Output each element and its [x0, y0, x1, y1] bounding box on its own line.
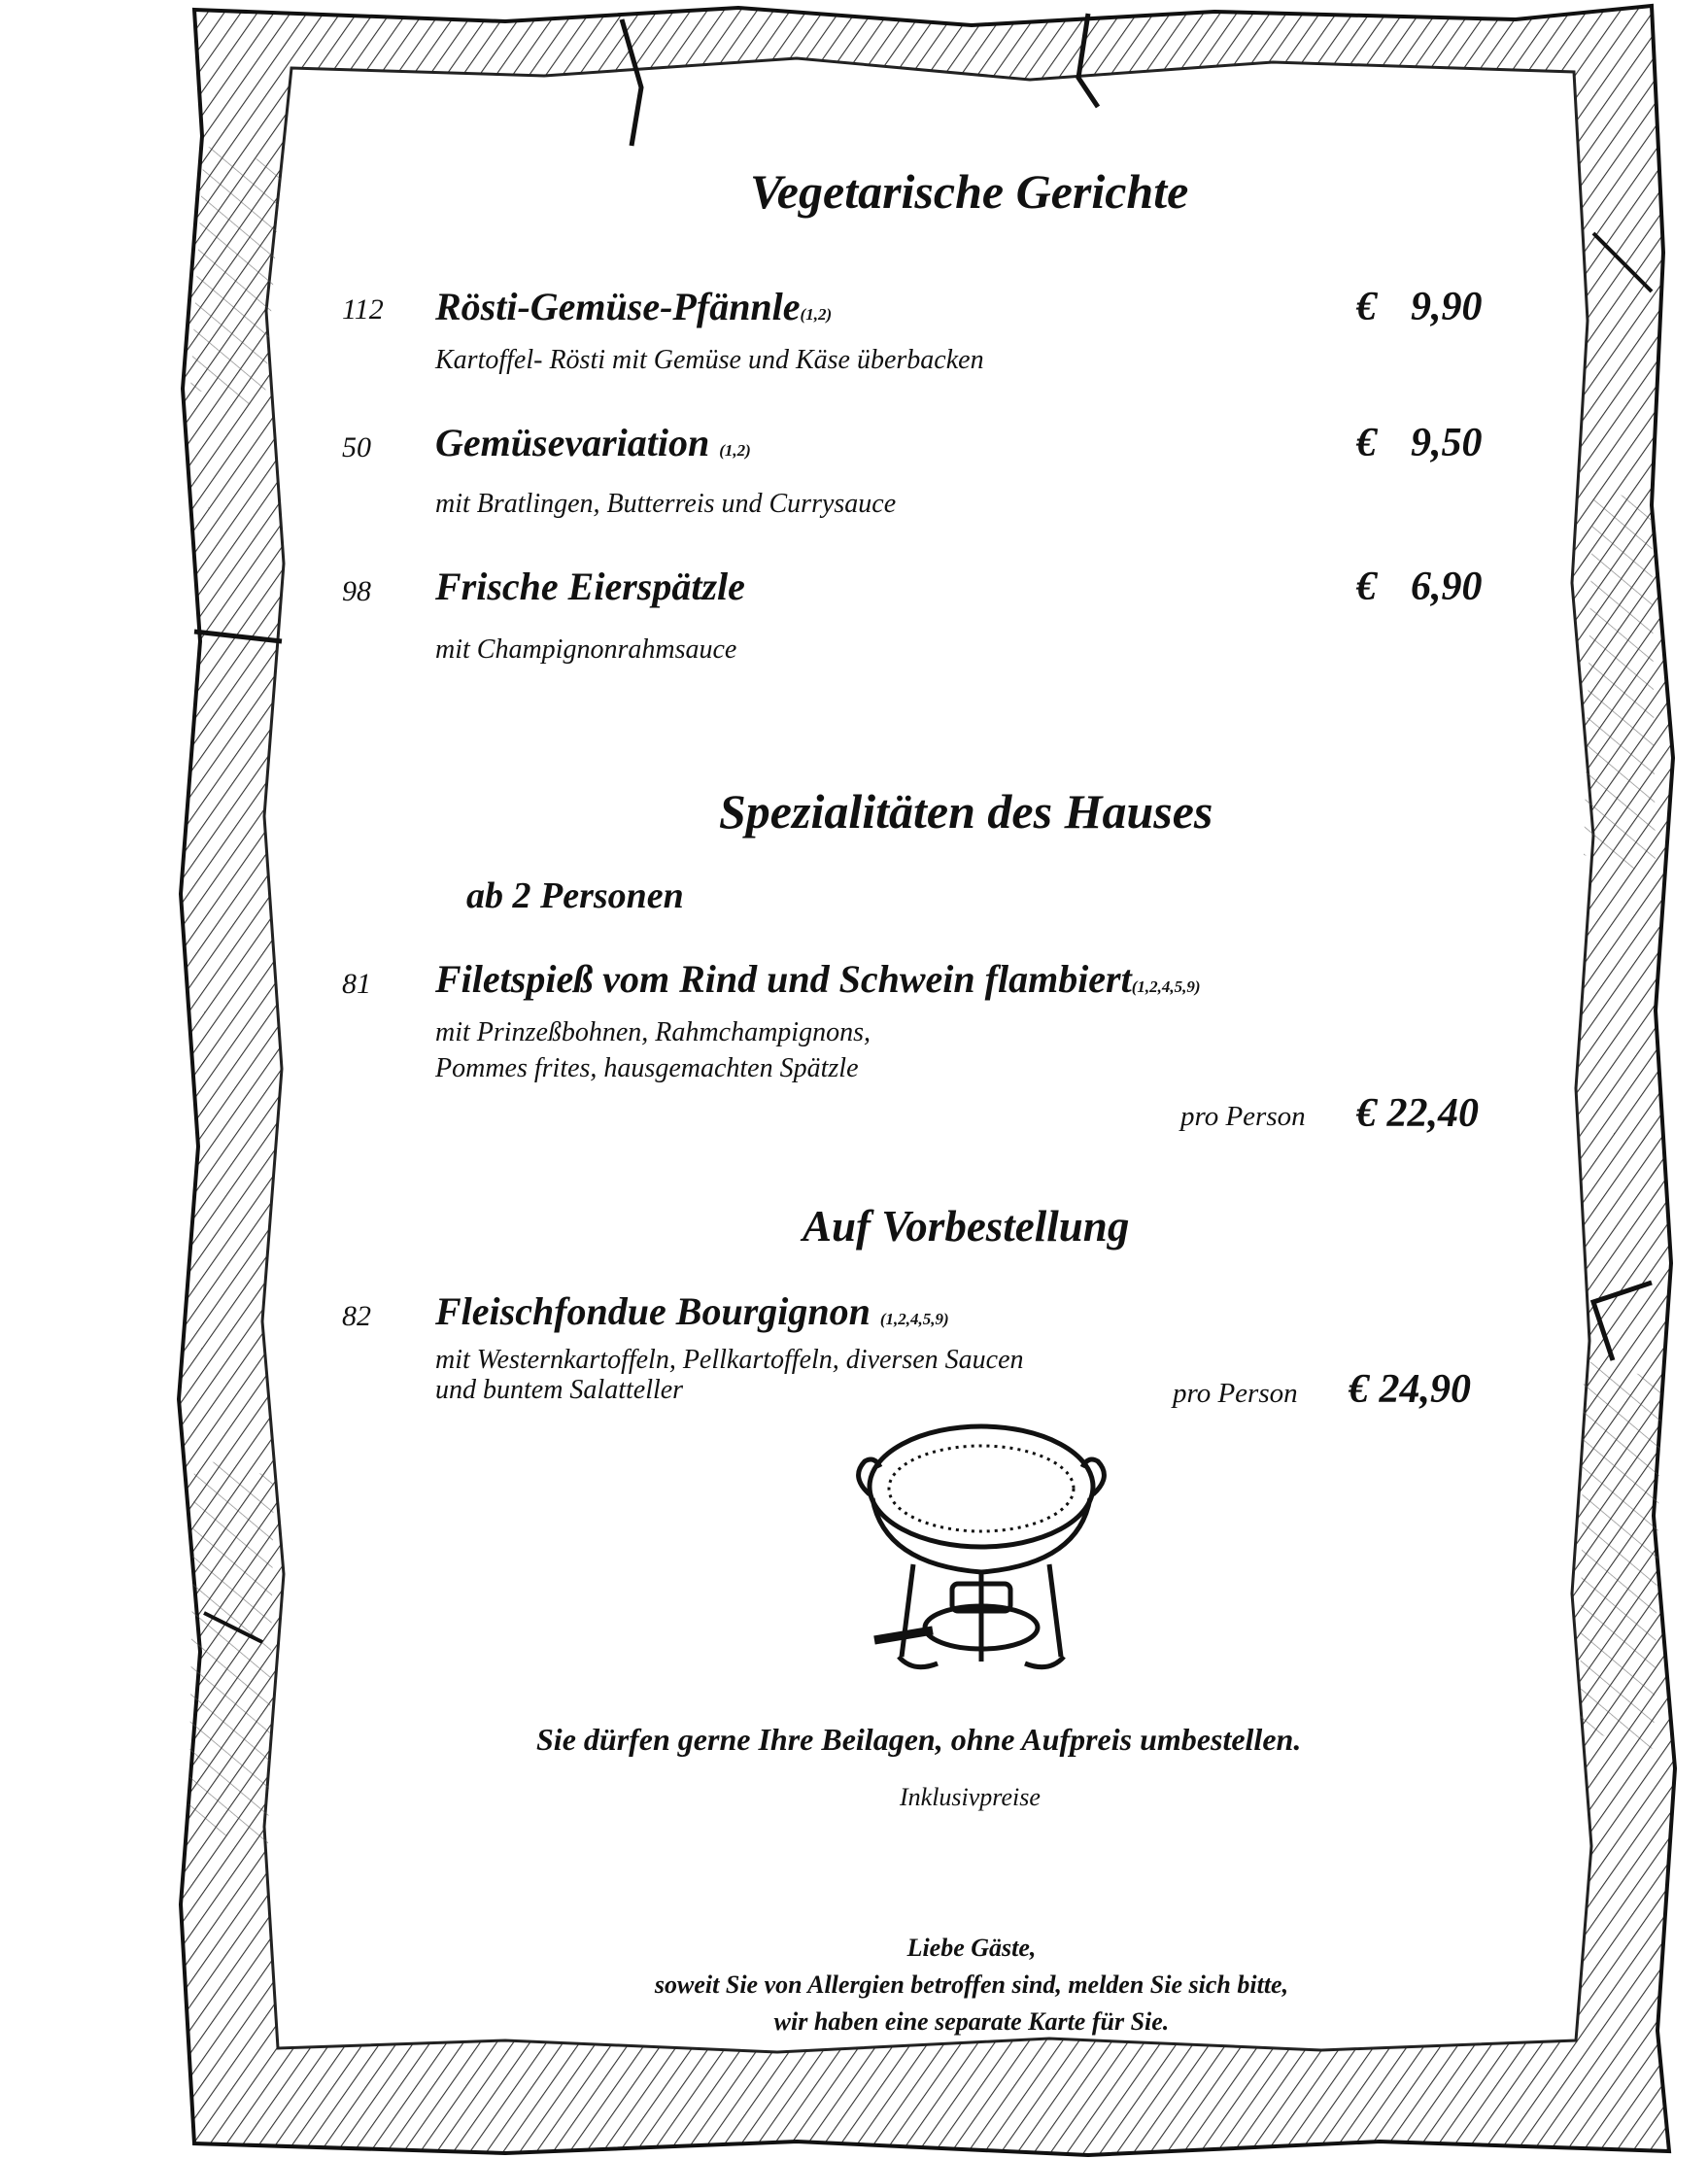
item-name — [435, 956, 1201, 1002]
item-name — [435, 1288, 949, 1334]
item-number: 82 — [342, 1300, 371, 1332]
section-subtitle-min-persons: ab 2 Personen — [466, 875, 684, 916]
allergen-codes: (1,2) — [800, 305, 833, 324]
price-value: 6,90 — [1411, 565, 1483, 609]
item-description: Kartoffel- Rösti mit Gemüse und Käse überbacken — [435, 345, 984, 375]
inclusive-prices-note: Inklusivpreise — [900, 1783, 1041, 1811]
item-name-text: Filetspieß vom Rind und Schwein flambiert — [435, 957, 1132, 1001]
item-description: mit Bratlingen, Butterreis und Currysauce — [435, 489, 897, 519]
item-description-line2: Pommes frites, hausgemachten Spätzle — [435, 1053, 859, 1083]
item-name-text: Fleischfondue Bourgignon — [435, 1289, 871, 1333]
item-description: mit Champignonrahmsauce — [435, 634, 737, 665]
item-name-text: Frische Eierspätzle — [435, 565, 745, 608]
section-title-preorder: Auf Vorbestellung — [803, 1202, 1130, 1251]
item-price — [1356, 284, 1483, 330]
price-value: 9,90 — [1411, 285, 1483, 329]
currency-symbol: € — [1356, 285, 1377, 329]
item-price — [1356, 420, 1483, 466]
item-number: 81 — [342, 968, 371, 1000]
footer-line-2: soweit Sie von Allergien betroffen sind, melden Sie sich bitte, — [654, 1971, 1289, 1999]
allergy-footer — [544, 1930, 1399, 2040]
item-number: 50 — [342, 431, 371, 463]
item-description-line1: mit Prinzeßbohnen, Rahmchampignons, — [435, 1017, 871, 1047]
allergen-codes: (1,2,4,5,9) — [879, 1310, 949, 1328]
price-value: 9,50 — [1411, 421, 1483, 465]
side-dish-note: Sie dürfen gerne Ihre Beilagen, ohne Aufpreis umbestellen. — [536, 1722, 1302, 1757]
footer-line-3: wir haben eine separate Karte für Sie. — [773, 2007, 1170, 2036]
item-price: € 22,40 — [1356, 1091, 1479, 1136]
currency-symbol: € — [1356, 565, 1377, 609]
item-name — [435, 564, 745, 609]
item-price: € 24,90 — [1349, 1367, 1471, 1412]
item-price — [1356, 564, 1483, 610]
item-description-line2: und buntem Salatteller — [435, 1375, 684, 1405]
item-number: 112 — [342, 293, 384, 326]
allergen-codes: (1,2,4,5,9) — [1131, 977, 1201, 996]
section-title-specialties: Spezialitäten des Hauses — [719, 784, 1213, 839]
item-name — [435, 420, 751, 465]
per-person-label: pro Person — [1180, 1101, 1306, 1132]
item-number: 98 — [342, 575, 371, 607]
item-name-text: Rösti-Gemüse-Pfännle — [435, 285, 801, 328]
item-name — [435, 284, 832, 329]
item-description-line1: mit Westernkartoffeln, Pellkartoffeln, diversen Saucen — [435, 1345, 1024, 1375]
item-name-text: Gemüsevariation — [435, 421, 710, 464]
currency-symbol: € — [1356, 421, 1377, 465]
allergen-codes: (1,2) — [719, 441, 751, 460]
section-title-vegetarian: Vegetarische Gerichte — [750, 164, 1189, 219]
per-person-label: pro Person — [1173, 1378, 1298, 1409]
fondue-pot-icon — [845, 1419, 1108, 1691]
footer-line-1: Liebe Gäste, — [906, 1934, 1037, 1962]
